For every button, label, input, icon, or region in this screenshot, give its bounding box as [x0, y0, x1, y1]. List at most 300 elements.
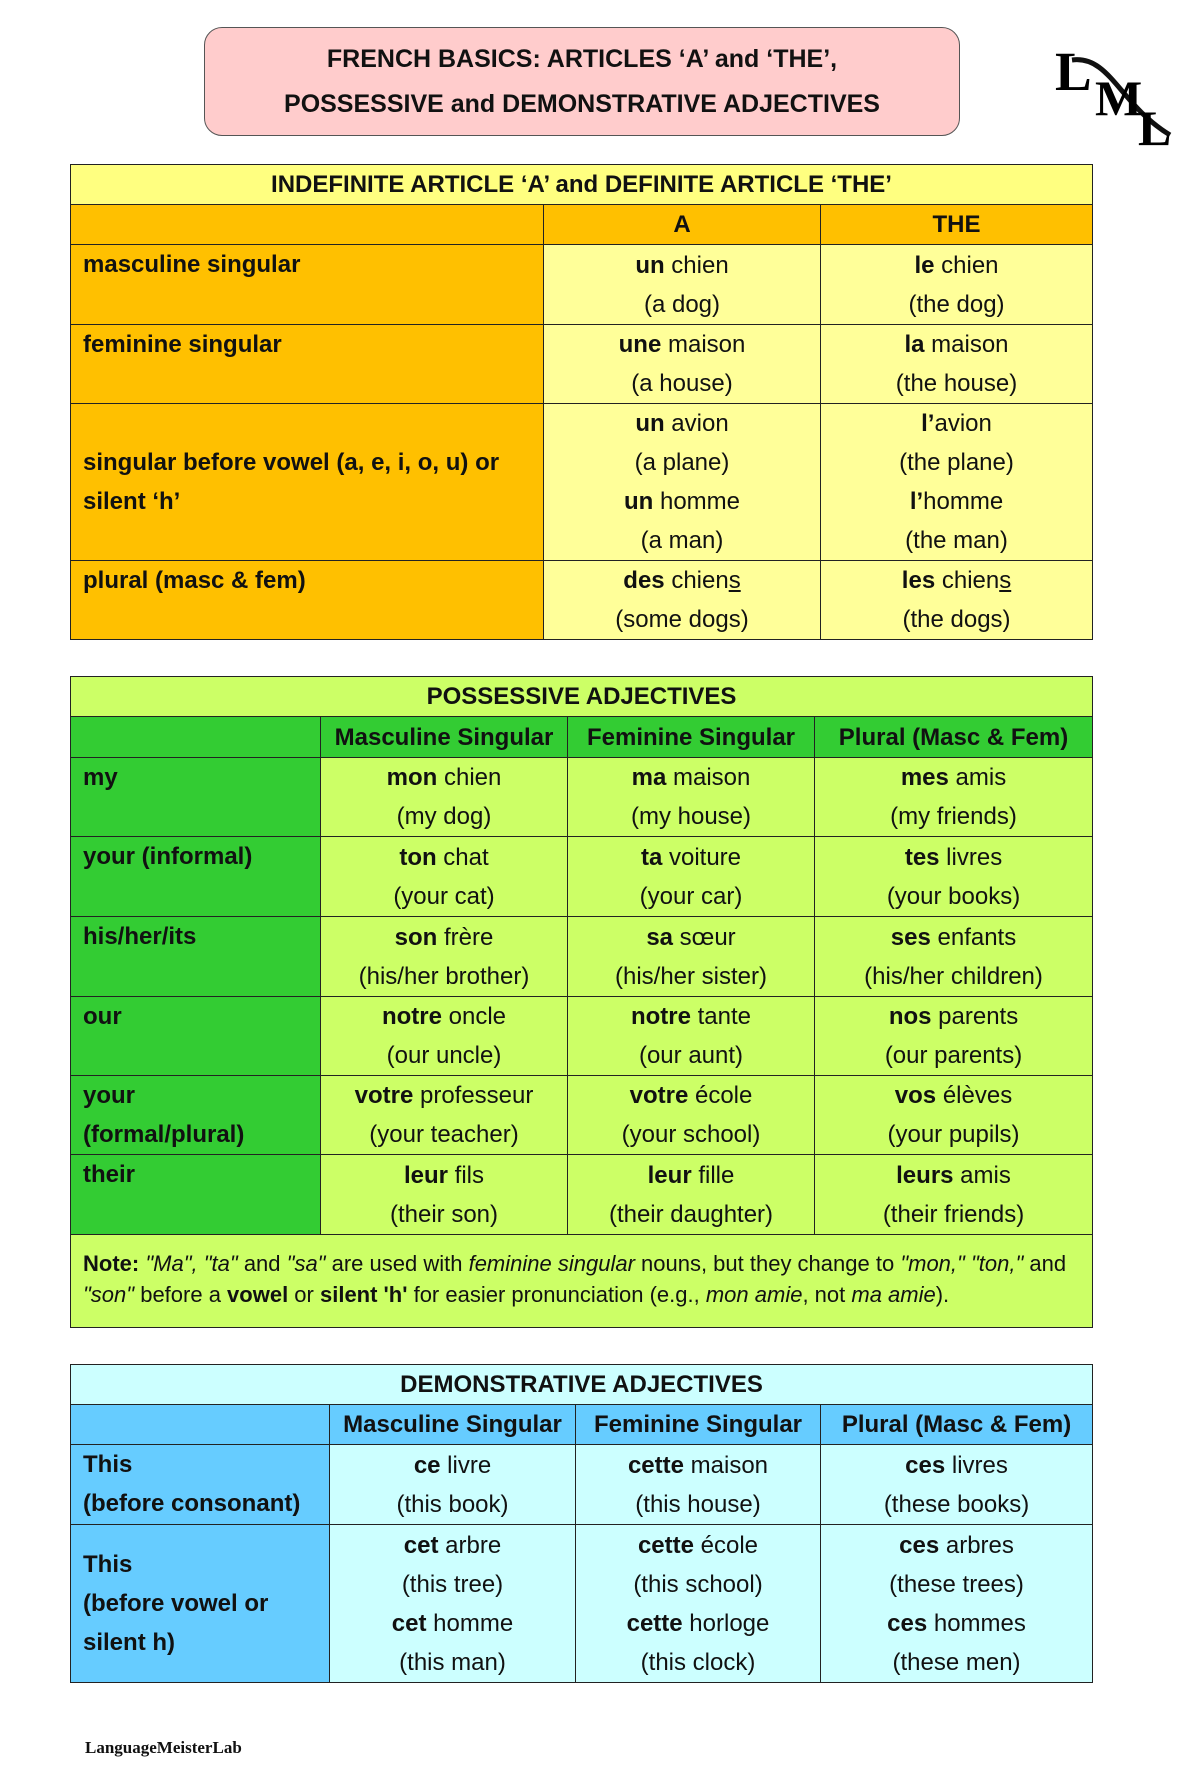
article-word: votre — [354, 1082, 414, 1109]
svg-text:L: L — [1138, 100, 1172, 150]
table-row — [71, 837, 1093, 917]
phrase-text: (the man) — [905, 527, 1008, 554]
plural-ending: s — [728, 567, 741, 594]
row-label-line: singular before vowel (a, e, i, o, u) or — [83, 449, 500, 476]
french-phrase — [327, 838, 561, 877]
table-cell — [568, 837, 815, 917]
table-cell — [321, 917, 568, 997]
french-phrase — [327, 758, 561, 797]
phrase-text: (the dog) — [908, 290, 1005, 318]
phrase-text: maison — [661, 331, 746, 358]
column-header — [71, 1405, 330, 1445]
table-cell — [821, 561, 1093, 640]
translation — [327, 957, 561, 996]
row-label — [71, 997, 321, 1076]
row-label — [71, 1525, 330, 1683]
phrase-text: (their son) — [389, 1200, 499, 1228]
french-phrase — [550, 246, 814, 285]
article-word: ma — [631, 764, 667, 791]
article-word: cette — [626, 1609, 683, 1637]
note-segment: and — [237, 1251, 287, 1276]
note-segment: "mon," "ton," — [900, 1251, 1024, 1276]
table-cell — [576, 1525, 821, 1683]
french-phrase — [582, 1604, 814, 1643]
table-row — [71, 917, 1093, 997]
table-cell — [815, 917, 1093, 997]
french-phrase — [574, 997, 808, 1036]
phrase-text: chien — [664, 567, 729, 594]
article-word: ces — [899, 1531, 940, 1559]
translation — [821, 1115, 1086, 1154]
svg-text:L: L — [1055, 41, 1092, 102]
phrase-text: (our aunt) — [638, 1042, 744, 1069]
article-word: l’ — [921, 410, 935, 437]
translation — [327, 1115, 561, 1154]
article-word: ces — [887, 1609, 928, 1637]
note-segment: , not — [802, 1282, 852, 1307]
table-row — [71, 997, 1093, 1076]
phrase-text: (my house) — [630, 803, 752, 830]
french-phrase — [574, 758, 808, 797]
table-cell — [330, 1445, 576, 1525]
phrase-text: élèves — [936, 1082, 1013, 1109]
article-word: sa — [646, 923, 674, 951]
table-title-row — [71, 677, 1093, 717]
column-header: Feminine Singular — [568, 717, 815, 758]
french-phrase — [827, 1526, 1086, 1565]
possessive-table — [70, 676, 1093, 1328]
phrase-text: livres — [945, 1451, 1008, 1479]
phrase-text: (his/her brother) — [358, 962, 530, 990]
french-phrase — [550, 404, 814, 443]
french-phrase — [827, 404, 1086, 443]
phrase-text: sœur — [673, 923, 736, 951]
phrase-text: frère — [437, 923, 494, 951]
row-label-line: plural (masc & fem) — [83, 567, 306, 594]
row-label-line: his/her/its — [83, 923, 197, 950]
phrase-text: homme — [426, 1609, 514, 1637]
phrase-text: (the plane) — [899, 449, 1014, 476]
note-segment: "Ma", "ta" — [145, 1251, 238, 1276]
french-phrase — [821, 838, 1086, 877]
phrase-text: (this tree) — [401, 1570, 504, 1598]
article-word: nos — [888, 1003, 932, 1030]
french-phrase — [827, 482, 1086, 521]
phrase-text: (his/her sister) — [614, 962, 768, 990]
row-label — [71, 758, 321, 837]
row-label — [71, 325, 544, 404]
demonstrative-table — [70, 1364, 1093, 1683]
note-row — [71, 1235, 1093, 1328]
row-label — [71, 1445, 330, 1525]
phrase-text: chien — [934, 251, 999, 279]
article-word: un — [635, 251, 665, 279]
article-word: mes — [900, 764, 949, 791]
row-label — [71, 917, 321, 997]
phrase-text: chien — [437, 764, 502, 791]
french-phrase — [336, 1604, 569, 1643]
french-phrase — [550, 561, 814, 600]
phrase-text: tante — [690, 1003, 752, 1030]
table-row — [71, 1445, 1093, 1525]
phrase-text: (our parents) — [884, 1042, 1023, 1069]
french-phrase — [327, 918, 561, 957]
phrase-text: (my friends) — [890, 803, 1017, 830]
article-word: ces — [905, 1451, 946, 1479]
note-segment: ma amie — [851, 1282, 936, 1307]
translation — [550, 600, 814, 639]
column-header — [71, 717, 321, 758]
article-word: ses — [890, 923, 931, 951]
article-word: un — [635, 410, 665, 437]
note-segment: mon amie — [705, 1282, 803, 1307]
note-segment: feminine singular — [468, 1251, 635, 1276]
phrase-text: école — [693, 1531, 759, 1559]
phrase-text: (a house) — [631, 370, 733, 397]
table-cell — [321, 758, 568, 837]
french-phrase — [821, 758, 1086, 797]
phrase-text: livre — [440, 1451, 492, 1479]
table-row — [71, 1155, 1093, 1235]
french-phrase — [327, 1156, 561, 1195]
row-label-line: (before consonant) — [83, 1490, 301, 1517]
phrase-text: (our uncle) — [386, 1042, 502, 1069]
article-word: la — [904, 331, 925, 358]
table-cell — [815, 758, 1093, 837]
translation — [327, 797, 561, 836]
article-word: un — [623, 488, 654, 515]
note-segment: before a — [134, 1282, 228, 1307]
phrase-text: (this clock) — [640, 1648, 756, 1676]
row-label — [71, 1076, 321, 1155]
note-segment: ). — [935, 1282, 950, 1307]
note-segment: and — [1023, 1251, 1067, 1276]
french-phrase — [574, 838, 808, 877]
translation — [550, 285, 814, 324]
phrase-text: chien — [664, 251, 729, 279]
phrase-text: amis — [953, 1161, 1011, 1189]
translation — [821, 957, 1086, 996]
article-word: l’ — [909, 488, 924, 515]
phrase-text: (these books) — [883, 1490, 1030, 1518]
french-phrase — [336, 1446, 569, 1485]
phrase-text: (their daughter) — [608, 1200, 774, 1228]
row-label-line: your — [83, 1082, 136, 1109]
column-header: A — [544, 205, 821, 245]
table-cell — [544, 325, 821, 404]
row-label-line: your (informal) — [83, 843, 253, 870]
translation — [550, 364, 814, 403]
french-phrase — [574, 1076, 808, 1115]
translation — [574, 1195, 808, 1234]
row-label-line: their — [83, 1161, 136, 1188]
table-row — [71, 758, 1093, 837]
table-cell — [568, 917, 815, 997]
note-segment: for easier pronunciation (e.g., — [407, 1282, 706, 1307]
table-cell — [330, 1525, 576, 1683]
translation — [574, 797, 808, 836]
table-header-row — [71, 205, 1093, 245]
table-title: POSSESSIVE ADJECTIVES — [71, 677, 1093, 717]
translation — [574, 877, 808, 916]
table-row — [71, 404, 1093, 561]
table-cell — [321, 837, 568, 917]
phrase-text: parents — [931, 1003, 1019, 1030]
phrase-text: (these men) — [892, 1648, 1021, 1676]
table-row — [71, 1525, 1093, 1683]
french-phrase — [550, 325, 814, 364]
note-segment: silent 'h' — [319, 1282, 408, 1307]
french-phrase — [821, 918, 1086, 957]
translation — [582, 1565, 814, 1604]
row-label — [71, 404, 544, 561]
table-cell — [821, 325, 1093, 404]
article-word: cet — [403, 1531, 439, 1559]
row-label — [71, 245, 544, 325]
table-cell — [576, 1445, 821, 1525]
phrase-text: (this school) — [633, 1570, 763, 1598]
translation — [827, 285, 1086, 324]
table-cell — [821, 1525, 1093, 1683]
article-word: mon — [386, 764, 438, 791]
table-cell — [544, 561, 821, 640]
translation — [827, 364, 1086, 403]
phrase-text: (your car) — [639, 882, 743, 910]
table-title: DEMONSTRATIVE ADJECTIVES — [71, 1365, 1093, 1405]
note-segment: Note: — [83, 1251, 146, 1276]
table-cell — [321, 1155, 568, 1235]
table-cell — [321, 997, 568, 1076]
table-cell — [815, 997, 1093, 1076]
phrase-text: chat — [436, 843, 489, 871]
phrase-text: arbre — [438, 1531, 502, 1559]
phrase-text: (their friends) — [882, 1200, 1025, 1228]
footer-brand: LanguageMeisterLab — [85, 1738, 242, 1757]
phrase-text: avion — [664, 410, 729, 437]
phrase-text: maison — [924, 331, 1009, 358]
table-cell — [568, 1155, 815, 1235]
note-segment: "sa" — [286, 1251, 326, 1276]
translation — [327, 1195, 561, 1234]
article-word: tes — [904, 843, 940, 871]
phrase-text: voiture — [662, 843, 742, 871]
translation — [327, 1036, 561, 1075]
translation — [336, 1643, 569, 1682]
phrase-text: école — [688, 1082, 753, 1109]
table-cell — [821, 404, 1093, 561]
translation — [821, 797, 1086, 836]
phrase-text: (the house) — [895, 370, 1018, 397]
phrase-text: (his/her children) — [864, 962, 1043, 990]
article-word: votre — [629, 1082, 689, 1109]
table-row — [71, 245, 1093, 325]
phrase-text: (this man) — [399, 1648, 506, 1676]
translation — [827, 1643, 1086, 1682]
french-phrase — [827, 325, 1086, 364]
phrase-text: (your books) — [886, 882, 1021, 910]
translation — [336, 1565, 569, 1604]
phrase-text: chien — [935, 567, 1000, 594]
translation — [821, 877, 1086, 916]
article-word: leur — [403, 1161, 448, 1189]
column-header — [71, 205, 544, 245]
french-phrase — [327, 1076, 561, 1115]
phrase-text: (this book) — [396, 1490, 509, 1518]
phrase-text: fille — [691, 1161, 735, 1189]
note-segment: vowel — [227, 1282, 289, 1307]
table-cell — [544, 404, 821, 561]
article-word: leur — [647, 1161, 692, 1189]
row-label-line: our — [83, 1003, 122, 1030]
article-word: le — [914, 251, 935, 279]
french-phrase — [827, 1446, 1086, 1485]
phrase-text: (this house) — [635, 1490, 761, 1518]
french-phrase — [582, 1526, 814, 1565]
phrase-text: (your cat) — [393, 882, 495, 910]
table-cell — [544, 245, 821, 325]
translation — [827, 600, 1086, 639]
note-segment: nouns, but they change to — [634, 1251, 901, 1276]
french-phrase — [821, 1076, 1086, 1115]
phrase-text: fils — [448, 1161, 484, 1189]
row-label-line: (formal/plural) — [83, 1121, 245, 1148]
french-phrase — [327, 997, 561, 1036]
phrase-text: (a plane) — [634, 449, 730, 476]
translation — [550, 521, 814, 560]
row-label-line: masculine singular — [83, 251, 301, 278]
french-phrase — [821, 997, 1086, 1036]
article-word: cette — [637, 1531, 694, 1559]
row-label — [71, 561, 544, 640]
phrase-text: homme — [923, 488, 1004, 515]
phrase-text: (the dogs) — [902, 606, 1011, 633]
french-phrase — [336, 1526, 569, 1565]
row-label-line: silent h) — [83, 1629, 176, 1656]
phrase-text: professeur — [413, 1082, 534, 1109]
translation — [827, 521, 1086, 560]
table-cell — [568, 758, 815, 837]
column-header: Masculine Singular — [321, 717, 568, 758]
table-cell — [821, 1445, 1093, 1525]
translation — [574, 1115, 808, 1154]
row-label — [71, 1155, 321, 1235]
table-header-row — [71, 717, 1093, 758]
translation — [582, 1643, 814, 1682]
phrase-text: (a man) — [640, 527, 724, 554]
phrase-text: enfants — [930, 923, 1017, 951]
article-word: ton — [399, 843, 437, 871]
phrase-text: horloge — [682, 1609, 770, 1637]
phrase-text: amis — [948, 764, 1007, 791]
phrase-text: maison — [666, 764, 751, 791]
note-segment: are used with — [325, 1251, 469, 1276]
table-cell — [815, 1076, 1093, 1155]
french-phrase — [827, 1604, 1086, 1643]
translation — [821, 1036, 1086, 1075]
translation — [327, 877, 561, 916]
row-label-line: (before vowel or — [83, 1590, 269, 1617]
phrase-text: homme — [653, 488, 741, 515]
column-header: THE — [821, 205, 1093, 245]
article-word: ce — [413, 1451, 441, 1479]
article-word: notre — [630, 1003, 691, 1030]
table-title-row — [71, 1365, 1093, 1405]
phrase-text: (these trees) — [889, 1570, 1024, 1598]
french-phrase — [821, 1156, 1086, 1195]
phrase-text: (my dog) — [396, 803, 492, 830]
phrase-text: avion — [934, 410, 992, 437]
translation — [827, 1565, 1086, 1604]
article-word: des — [623, 567, 665, 594]
table-row — [71, 325, 1093, 404]
article-word: son — [394, 923, 438, 951]
table-title-row — [71, 165, 1093, 205]
article-word: une — [618, 331, 662, 358]
phrase-text: maison — [683, 1451, 769, 1479]
row-label-line: feminine singular — [83, 331, 282, 358]
french-phrase — [550, 482, 814, 521]
table-cell — [815, 837, 1093, 917]
table-cell — [568, 997, 815, 1076]
table-header-row — [71, 1405, 1093, 1445]
translation — [336, 1485, 569, 1524]
row-label — [71, 837, 321, 917]
translation — [827, 443, 1086, 482]
translation — [574, 1036, 808, 1075]
table-title: INDEFINITE ARTICLE ‘A’ and DEFINITE ARTICLE ‘THE’ — [71, 165, 1093, 205]
svg-text:M: M — [1095, 70, 1143, 126]
note-segment: or — [288, 1282, 320, 1307]
row-label-line: my — [83, 764, 118, 791]
title-line-2: POSSESSIVE and DEMONSTRATIVE ADJECTIVES — [284, 89, 880, 118]
row-label-line: This — [83, 1551, 133, 1578]
article-word: notre — [381, 1003, 442, 1030]
french-phrase — [574, 1156, 808, 1195]
translation — [821, 1195, 1086, 1234]
translation — [550, 443, 814, 482]
french-phrase — [827, 561, 1086, 600]
title-line-1: FRENCH BASICS: ARTICLES ‘A’ and ‘THE’, — [326, 44, 838, 73]
translation — [582, 1485, 814, 1524]
translation — [827, 1485, 1086, 1524]
column-header: Plural (Masc & Fem) — [821, 1405, 1093, 1445]
table-row — [71, 1076, 1093, 1155]
phrase-text: livres — [939, 843, 1003, 871]
french-phrase — [582, 1446, 814, 1485]
article-word: cette — [627, 1451, 684, 1479]
article-word: cet — [391, 1609, 427, 1637]
articles-table — [70, 164, 1093, 640]
table-cell — [815, 1155, 1093, 1235]
row-label-line: silent ‘h’ — [83, 488, 181, 515]
article-word: vos — [894, 1082, 937, 1109]
phrase-text: arbres — [939, 1531, 1014, 1559]
phrase-text: (your teacher) — [369, 1121, 519, 1148]
page-title — [204, 27, 960, 136]
article-word: ta — [640, 843, 663, 871]
usage-note — [71, 1235, 1093, 1328]
table-cell — [821, 245, 1093, 325]
phrase-text: (your school) — [621, 1121, 761, 1148]
phrase-text: (some dogs) — [615, 606, 749, 633]
phrase-text: (your pupils) — [887, 1121, 1020, 1148]
phrase-text: hommes — [927, 1609, 1026, 1637]
table-row — [71, 561, 1093, 640]
plural-ending: s — [999, 567, 1012, 594]
phrase-text: oncle — [441, 1003, 507, 1030]
translation — [574, 957, 808, 996]
french-phrase — [574, 918, 808, 957]
